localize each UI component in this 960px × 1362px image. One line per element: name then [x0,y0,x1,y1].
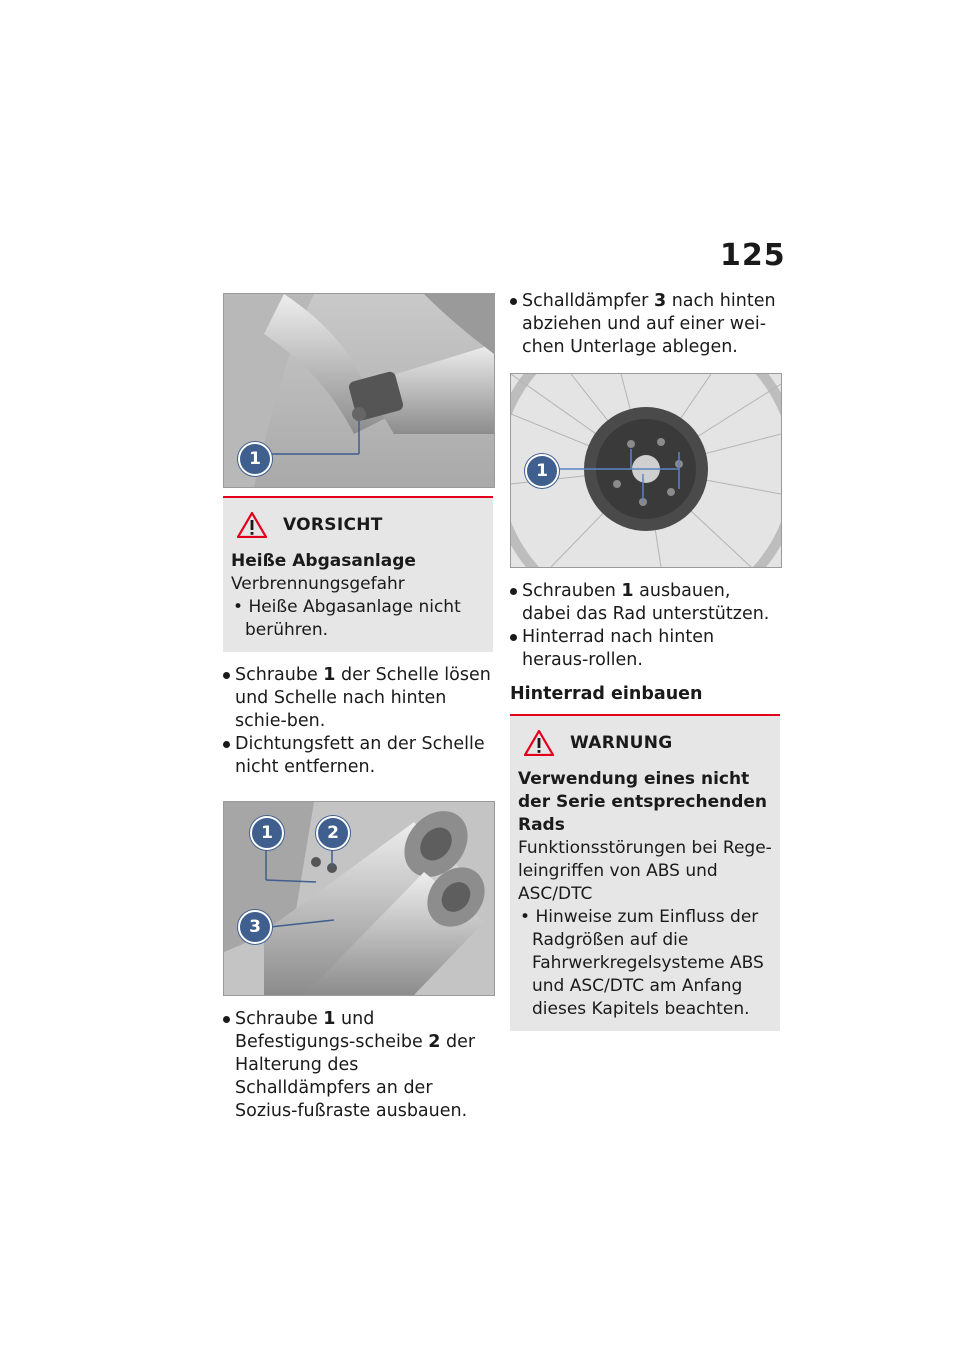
page-number: 125 [720,238,786,273]
step-item: Schraube 1 und Befestigungs-scheibe 2 der Halterung des Schalldämpfers an der Sozius-fußraste ausbauen. [223,1008,493,1123]
steps-list-3 [510,290,780,359]
section-heading: Hinterrad einbauen [510,684,703,704]
warning-triangle-icon [524,730,554,756]
left-column [223,293,493,1123]
callout-1: 1 [525,454,559,488]
callout-2: 2 [316,816,350,850]
figure-rear-wheel [510,373,782,568]
warning-title: Verwendung eines nicht der Serie entsprechenden Rads [518,769,768,835]
warning-bullet: • Hinweise zum Einfluss der Radgrößen auf die Fahrwerkregelsysteme ABS und ASC/DTC am Anfang dieses Kapitels beachten. [520,907,764,1019]
warning-triangle-icon [237,512,267,538]
steps-list-2 [223,1008,493,1123]
callout-1: 1 [238,442,272,476]
figure-silencer-mount [223,801,495,996]
step-item: Hinterrad nach hinten heraus-rollen. [510,626,780,672]
step-item: Schraube 1 der Schelle lösen und Schelle nach hinten schie-ben. [223,664,493,733]
warning-subtitle: Funktionsstörungen bei Rege-leingriffen von ABS und ASC/DTC [518,838,772,904]
warning-box [510,714,780,1031]
caution-bullet: • Heiße Abgasanlage nicht berühren. [233,597,461,640]
steps-list-4 [510,580,780,672]
caution-label: VORSICHT [283,514,383,535]
steps-list-1 [223,664,493,779]
warning-label: WARNUNG [570,732,673,753]
step-item: Schalldämpfer 3 nach hinten abziehen und auf einer wei-chen Unterlage ablegen. [510,290,780,359]
caution-box [223,496,493,652]
step-item: Dichtungsfett an der Schelle nicht entfernen. [223,733,493,779]
step-item: Schrauben 1 ausbauen, dabei das Rad unterstützen. [510,580,780,626]
callout-3: 3 [238,910,272,944]
caution-subtitle: Verbrennungsgefahr [231,574,405,594]
figure-exhaust-clamp [223,293,495,488]
right-column [510,290,780,1031]
callout-1: 1 [250,816,284,850]
caution-title: Heiße Abgasanlage [231,551,416,571]
